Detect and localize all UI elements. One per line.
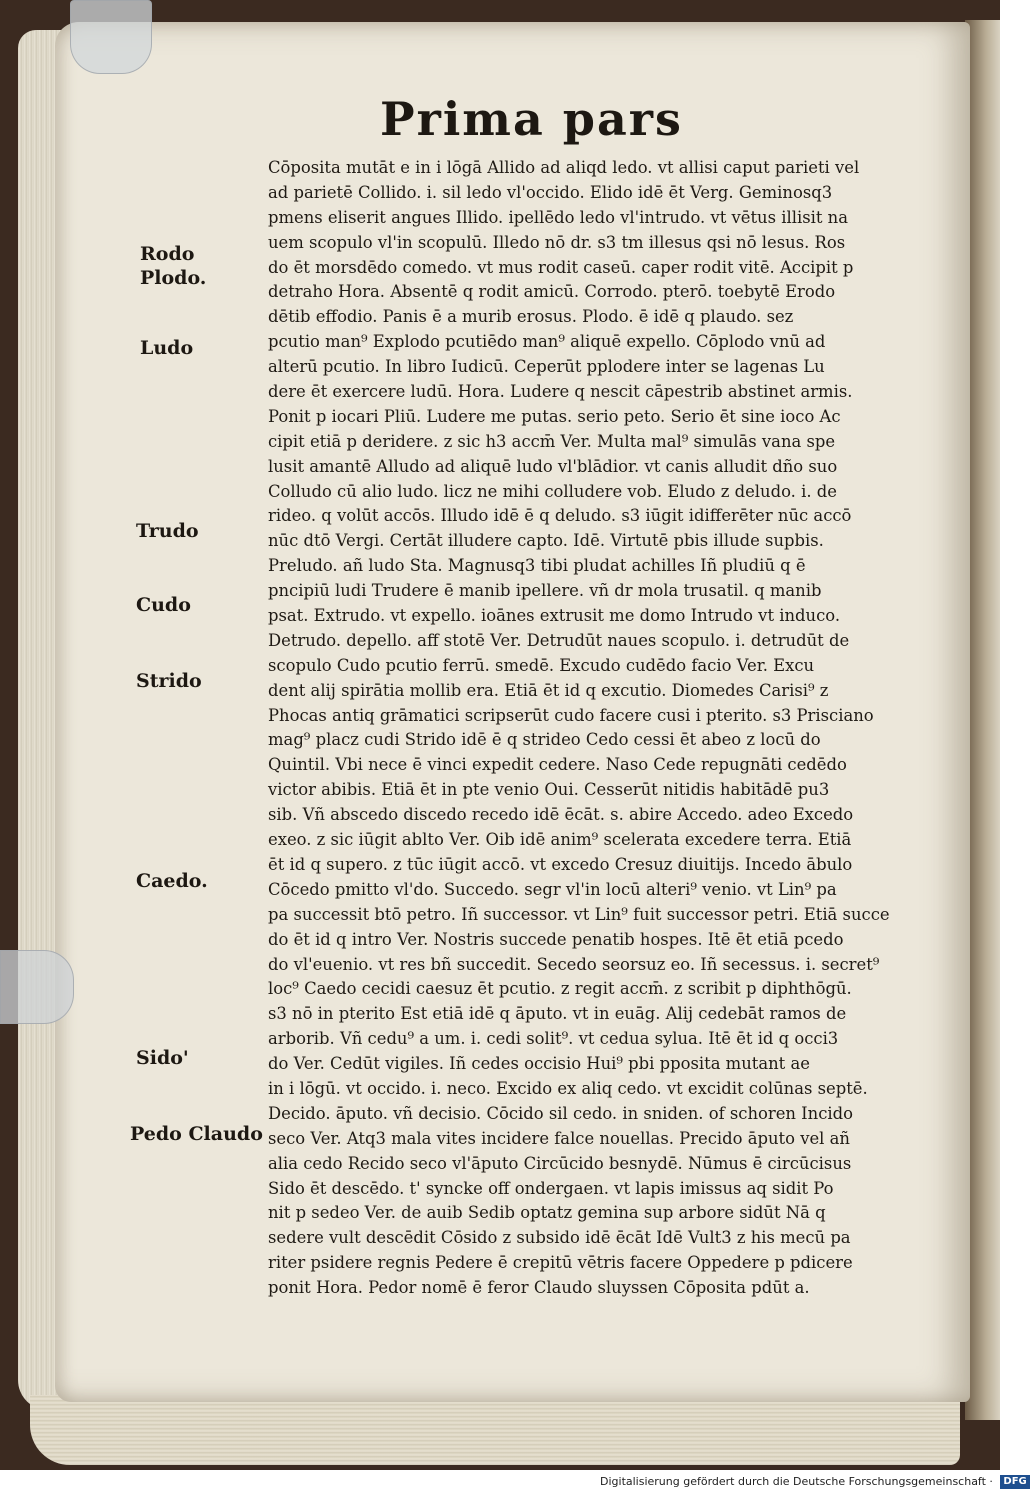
text-line: nūc dtō Vergi. Certāt illudere capto. Idē. Virtutē pbis illude supbis. (268, 531, 824, 551)
text-line: mag⁹ placz cudi Strido idē ē q strideo Cedo cessi ēt abeo z locū do (268, 730, 821, 750)
text-line: Sido ēt descēdo. t' syncke off ondergaen. vt lapis imissus aq sidit Po (268, 1178, 834, 1198)
text-line: pmens eliserit angues Illido. ipellēdo ledo vl'intrudo. vt vētus illisit na (268, 207, 848, 227)
text-line: scopulo Cudo pcutio ferrū. smedē. Excudo cudēdo facio Ver. Excu (268, 655, 815, 675)
side-label-sido: Sido' (136, 1047, 189, 1069)
text-line: dētib effodio. Panis ē a murib erosus. Plodo. ē idē q plaudo. sez (268, 307, 794, 327)
text-line: Phocas antiq grāmatici scripserūt cudo facere cusi i pterito. s3 Prisciano (268, 705, 874, 725)
text-line: Cōposita mutāt e in i lōgā Allido ad aliqd ledo. vt allisi caput parieti vel (268, 158, 860, 177)
text-line: dere ēt exercere ludū. Hora. Ludere q nescit cāpestrib abstinet armis. (268, 382, 853, 402)
text-line: psat. Extrudo. vt expello. ioānes extrusit me domo Intrudo vt induco. (268, 606, 841, 626)
text-line: sib. Vñ abscedo discedo recedo idē ēcāt. s. abire Accedo. adeo Excedo (268, 805, 854, 825)
body-text (268, 156, 888, 1301)
text-line: Cōcedo pmitto vl'do. Succedo. segr vl'in locū alteri⁹ venio. vt Lin⁹ pa (268, 879, 837, 899)
text-line: riter psidere regnis Pedere ē crepitū vētris facere Oppedere p pdicere (268, 1253, 853, 1273)
text-line: pcutio man⁹ Explodo pcutiēdo man⁹ aliquē expello. Cōplodo vnū ad (268, 332, 826, 352)
glass-clip-left (0, 950, 74, 1024)
text-line: do vl'euenio. vt res bñ succedit. Secedo seorsuz eo. Iñ secessus. i. secret⁹ (268, 954, 880, 974)
text-line: dent alij spirātia mollib era. Etiā ēt id q excutio. Diomedes Carisi⁹ z (268, 680, 829, 700)
side-label-ludo: Ludo (140, 337, 194, 359)
text-line: Ponit p iocari Pliū. Ludere me putas. serio peto. Serio ēt sine ioco Ac (268, 406, 841, 426)
text-line: arborib. Vñ cedu⁹ a um. i. cedi solit⁹. vt cedua sylua. Itē ēt id q occi3 (268, 1029, 839, 1049)
side-label-caedo: Caedo. (136, 870, 208, 892)
text-line: s3 nō in pterito Est etiā idē q āputo. vt in euāg. Alij cedebāt ramos de (268, 1004, 847, 1024)
dfg-logo[interactable]: DFG (1000, 1475, 1029, 1489)
text-line: rideo. q volūt accōs. Illudo idē ē q deludo. s3 iūgit idifferēter nūc accō (268, 506, 852, 526)
text-line: do ēt morsdēdo comedo. vt mus rodit caseū. caper rodit vitē. Accipit p (268, 257, 854, 277)
side-label-rodo: Rodo (140, 243, 195, 265)
text-line: Decido. āputo. vñ decisio. Cōcido sil cedo. in sniden. of schoren Incido (268, 1103, 853, 1123)
text-line: in i lōgū. vt occido. i. neco. Excido ex aliq cedo. vt excidit colūnas septē. (268, 1078, 868, 1098)
side-label-pedo-claudo: Pedo Claudo (130, 1123, 263, 1145)
side-label-plodo: Plodo. (140, 267, 207, 289)
text-line: pncipiū ludi Trudere ē manib ipellere. vñ dr mola trusatil. q manib (268, 581, 822, 601)
text-line: Quintil. Vbi nece ē vinci expedit cedere. Naso Cede repugnāti cedēdo (268, 755, 847, 775)
text-line: sedere vult descēdit Cōsido z subsido idē ēcāt Idē Vult3 z his mecū pa (268, 1228, 851, 1248)
side-label-strido: Strido (136, 670, 202, 692)
footer-credit (600, 1472, 1027, 1492)
text-line: do ēt id q intro Ver. Nostris succede penatib hospes. Itē ēt etiā pcedo (268, 929, 844, 949)
side-label-cudo: Cudo (136, 594, 191, 616)
text-line: alia cedo Recido seco vl'āputo Circūcido besnydē. Nūmus ē circūcisus (268, 1153, 852, 1173)
text-line: uem scopulo vl'in scopulū. Illedo nō dr. s3 tm illesus qsi nō lesus. Ros (268, 232, 846, 252)
text-line: alterū pcutio. In libro Iudicū. Ceperūt pplodere inter se lagenas Lu (268, 357, 825, 377)
text-line: lusit amantē Alludo ad aliquē ludo vl'blādior. vt canis alludit dño suo (268, 456, 838, 476)
text-line: ēt id q supero. z tūc iūgit accō. vt excedo Cresuz diuitijs. Incedo ābulo (268, 854, 853, 874)
side-label-trudo: Trudo (136, 520, 199, 542)
book-gutter (965, 20, 1000, 1420)
text-line: ad parietē Collido. i. sil ledo vl'occido. Elido idē ēt Verg. Geminosq3 (268, 182, 833, 202)
page-edges-bottom (30, 1395, 960, 1465)
text-line: seco Ver. Atq3 mala vites incidere falce nouellas. Precido āputo vel añ (268, 1128, 850, 1148)
text-line: nit p sedeo Ver. de auib Sedib optatz gemina sup arbore sidūt Nā q (268, 1203, 826, 1223)
text-line: Colludo cū alio ludo. licz ne mihi colludere vob. Eludo z deludo. i. de (268, 481, 837, 501)
text-line: ponit Hora. Pedor nomē ē feror Claudo sluyssen Cōposita pdūt a. (268, 1278, 810, 1298)
text-line: cipit etiā p deridere. z sic h3 accm̄ Ver. Multa mal⁹ simulās vana spe (268, 431, 836, 451)
page-heading: Prima pars (380, 92, 683, 146)
text-line: victor abibis. Etiā ēt in pte venio Oui. Cesserūt nitidis habitādē pu3 (268, 780, 830, 800)
text-line: Detrudo. depello. aff stotē Ver. Detrudūt naues scopulo. i. detrudūt de (268, 630, 850, 650)
glass-clip-top (70, 0, 152, 74)
text-line: loc⁹ Caedo cecidi caesuz ēt pcutio. z regit accm̄. z scribit p diphthōgū. (268, 979, 852, 999)
text-line: do Ver. Cedūt vigiles. Iñ cedes occisio Hui⁹ pbi pposita mutant ae (268, 1054, 810, 1074)
text-line: Preludo. añ ludo Sta. Magnusq3 tibi pludat achilles Iñ pludiū q ē (268, 556, 806, 576)
text-line: detraho Hora. Absentē q rodit amicū. Corrodo. pterō. toebytē Erodo (268, 282, 836, 302)
text-line: pa successit btō petro. Iñ successor. vt Lin⁹ fuit successor petri. Etiā succe (268, 904, 890, 924)
text-line: exeo. z sic iūgit ablto Ver. Oib idē anim⁹ scelerata excedere terra. Etiā (268, 830, 852, 850)
footer-text: Digitalisierung gefördert durch die Deutsche Forschungsgemeinschaft · (600, 1475, 993, 1488)
